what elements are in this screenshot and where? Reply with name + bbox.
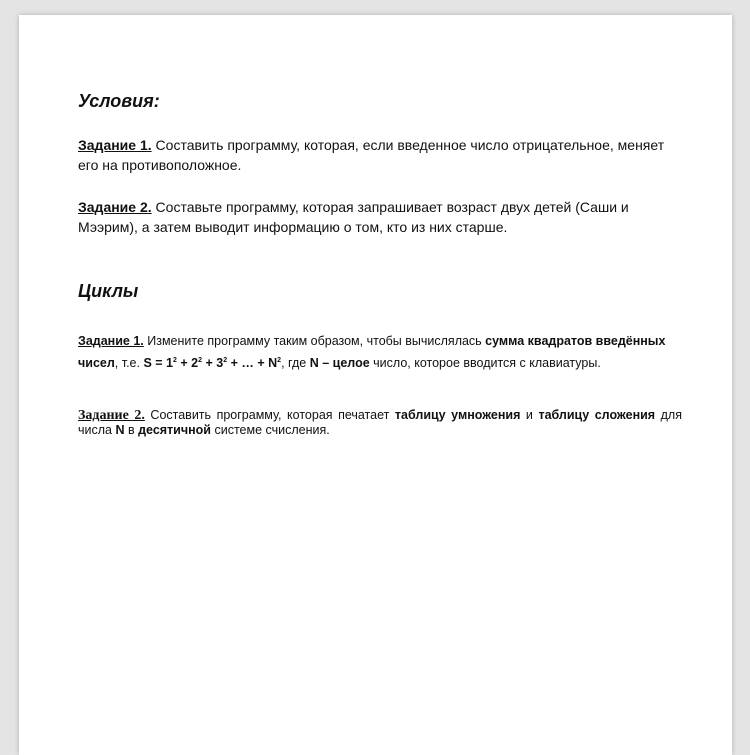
task-bold-text: N – целое (309, 356, 370, 371)
task-text: Составить программу, которая печатает (144, 408, 395, 423)
formula-part: + 3 (202, 356, 224, 371)
task-text: , где (281, 356, 310, 371)
formula-part: + … + N (227, 356, 278, 371)
task-text: системе счисления. (211, 423, 330, 438)
task-bold-text: таблицу умножения (394, 408, 521, 423)
task-text: в (124, 423, 139, 438)
superscript: 2 (173, 357, 177, 364)
superscript: 2 (277, 357, 282, 364)
superscript: 2 (223, 357, 228, 364)
formula-part: + 2 (176, 356, 199, 371)
task-label: Задание 2. (78, 199, 152, 215)
task-bold-text: таблицу сложения (538, 408, 656, 423)
task-text: и (520, 408, 539, 423)
formula-part: S = 1 (143, 356, 173, 371)
loops-task-2 (78, 408, 682, 438)
task-label: Задание 1. (78, 334, 144, 348)
task-text: число, которое вводится с клавиатуры. (369, 356, 601, 371)
task-text: Измените программу таким образом, чтобы вычислялась (143, 334, 486, 348)
task-label: Задание 1. (78, 137, 152, 153)
task-text: Составьте программу, которая запрашивает возраст двух детей (Саши и Мээрим), а затем выводит информацию о том, кто из них старше. (78, 199, 629, 235)
task-text: для числа (78, 408, 682, 438)
task-text: , т.е. (114, 356, 144, 371)
task-text: Составить программу, которая, если введенное число отрицательное, меняет его на противоположное. (78, 137, 665, 173)
document-content (78, 89, 682, 438)
superscript: 2 (198, 357, 203, 364)
task-bold-text: сумма квадратов введённых чисел (78, 334, 666, 371)
task-bold-text: десятичной (138, 423, 211, 438)
conditions-heading: Условия: (78, 91, 160, 111)
loops-task-1 (78, 332, 682, 373)
task-label: Задание 2. (78, 408, 145, 424)
conditions-task-1 (78, 135, 682, 175)
task-bold-text: N (115, 423, 125, 438)
sum-formula (143, 356, 281, 370)
conditions-task-2 (78, 197, 682, 237)
document-page (19, 15, 732, 755)
loops-heading: Циклы (78, 281, 139, 301)
